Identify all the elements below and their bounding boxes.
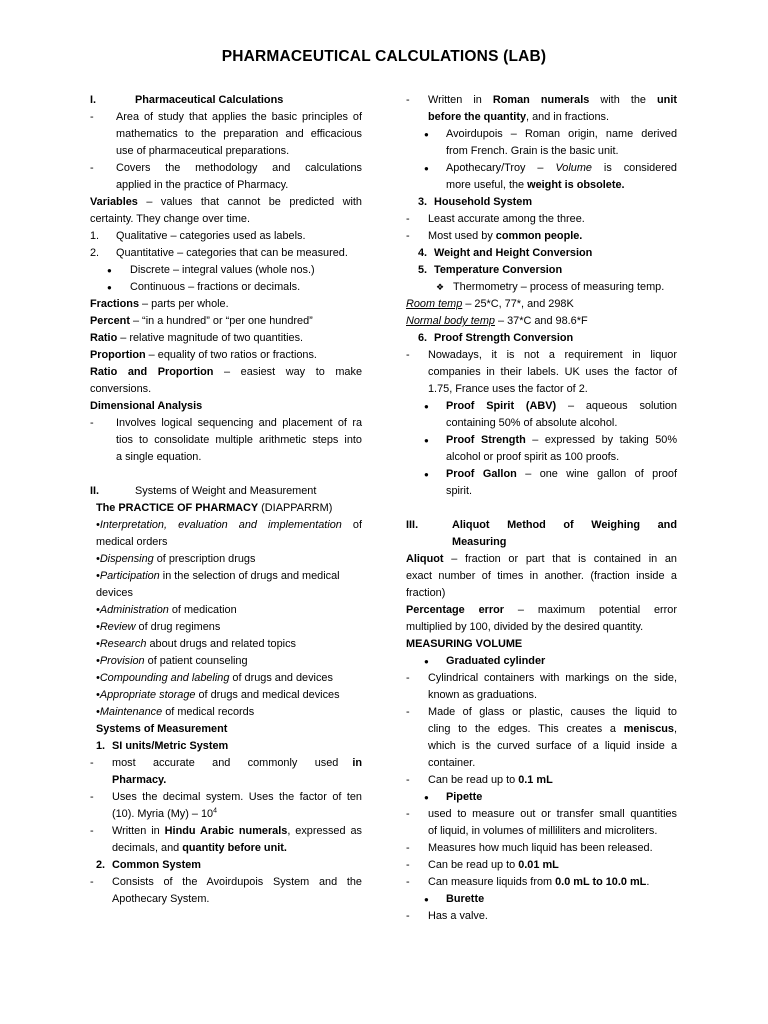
numbered-heading: 1. SI units/Metric System <box>96 740 229 752</box>
definition-line: Fractions – parts per whole. <box>90 298 229 310</box>
list-item: - Least accurate among the three. <box>428 211 677 228</box>
list-item: - Has a valve. <box>428 908 677 925</box>
list-item: •Review of drug regimens <box>96 621 221 633</box>
list-item: •Compounding and labeling of drugs and devices <box>96 672 333 684</box>
numbered-heading: 4. Weight and Height Conversion <box>418 247 593 259</box>
subheading: Dimensional Analysis <box>90 400 203 412</box>
definition-line: Percent – “in a hundred” or “per one hundred” <box>90 315 313 327</box>
bullet-icon: ● <box>107 266 112 275</box>
dash-marker: - <box>406 213 410 225</box>
bullet-heading: ● Burette <box>446 891 677 908</box>
bullet-icon: ● <box>424 164 429 173</box>
bullet-icon: ● <box>107 283 112 292</box>
section-heading-1 <box>90 92 362 109</box>
list-item: 2. Quantitative – categories that can be measured. <box>90 247 348 259</box>
dash-marker: - <box>406 349 410 361</box>
bullet-icon: ● <box>424 895 429 904</box>
bullet-icon: ● <box>424 470 429 479</box>
list-item: •Provision of patient counseling <box>96 655 248 667</box>
page-title: PHARMACEUTICAL CALCULATIONS (LAB) <box>221 48 547 65</box>
definition-line: Aliquot – fraction or part that is contained in an <box>406 553 677 565</box>
right-column: - Written in Roman numerals with the unit before the quantity, and in fractions. ● Avoirdupois – Roman origin, name derived from French. Grain is the basic unit. ● Apothecary/Troy – Volume is considered more useful, the weight is obsolete. 3. Household System - Least accurate among the three. - Most used by common people. 4. Weight and Height Conversion 5. Temperature Conversion ❖ Thermometry – process of measuring temp. Room temp – 25*C, 77*, and 298K Normal body temp – 37*C and 98.6*F 6. Proof Strength Conversion - Nowadays, it is not a requirement in liquor companies in their labels. UK uses the factor of 1.75, France uses the factor of 2. ● Proof Spirit (ABV) – aqueous solution containing 50% of absolute alcohol. ● Proof Strength – expressed by taking 50% alcohol or proof spirit as 100 proofs. ● Proof Gallon – one wine gallon of proof spirit. III. Aliquot Method of Weighing and Measuring Aliquot – fraction or part that is contained in an exact number of times in another. (fraction inside a fraction) Percentage error – maximum potential error multiplied by 100, divided by the desired quantity. MEASURING VOLUME ● Graduated cylinder - Cylindrical containers with markings on the side, known as graduations. - Made of glass or plastic, causes the liquid to cling to the edges. This creates a meniscus, which is the curved surface of a liquid inside a container. - Can be read up to 0.1 mL ● Pipette - used to measure out or transfer small quantities of liquid, in volumes of milliliters and microliters. - Measures how much liquid has been released. - Can be read up to 0.01 mL - Can measure liquids from 0.0 mL to 10.0 mL. ● Burette - Has a valve. <box>406 92 677 925</box>
list-item: - Made of glass or plastic, causes the liquid to cling to the edges. This creates a meniscus, which is the curved surface of a liquid inside a container. <box>406 706 677 769</box>
subheading: MEASURING VOLUME <box>406 638 523 650</box>
dash-marker: - <box>406 842 410 854</box>
subheading: Systems of Measurement <box>96 723 228 735</box>
bullet-icon: ● <box>424 130 429 139</box>
subheading: The PRACTICE OF PHARMACY (DIAPPARRM) <box>96 502 333 514</box>
list-item: - Involves logical sequencing and placement of ra tios to consolidate multiple arithmetic steps into a single equation. <box>90 417 362 463</box>
list-item: - Most used by common people. <box>428 228 677 245</box>
list-item: •Administration of medication <box>96 604 237 616</box>
list-item: ● Apothecary/Troy – Volume is considered more useful, the weight is obsolete. <box>424 162 677 191</box>
definition-line: Normal body temp – 37*C and 98.6*F <box>406 315 588 327</box>
definition-line: Variables – values that cannot be predicted with <box>90 196 362 208</box>
list-item: - Can measure liquids from 0.0 mL to 10.0 mL. <box>428 874 677 891</box>
list-item: ● Proof Gallon – one wine gallon of proof spirit. <box>424 468 677 497</box>
dash-marker: - <box>90 791 94 803</box>
list-item: - Consists of the Avoirdupois System and the Apothecary System. <box>90 876 362 905</box>
list-item: - Written in Roman numerals with the unit before the quantity, and in fractions. <box>406 94 677 123</box>
list-item: •Interpretation, evaluation and implementation of <box>96 519 362 531</box>
bullet-icon: ● <box>424 657 429 666</box>
list-item: - Cylindrical containers with markings on the side, known as graduations. <box>406 672 677 701</box>
list-item: •Maintenance of medical records <box>96 706 255 718</box>
bullet-icon: ● <box>424 436 429 445</box>
bullet-heading: ● Graduated cylinder <box>446 653 677 670</box>
list-item: ● Avoirdupois – Roman origin, name derived from French. Grain is the basic unit. <box>424 128 677 157</box>
dash-marker: - <box>90 417 94 429</box>
section-title: Pharmaceutical Calculations <box>135 94 284 106</box>
section-title: Systems of Weight and Measurement <box>135 485 317 497</box>
list-item: ● Proof Strength – expressed by taking 50% alcohol or proof spirit as 100 proofs. <box>424 434 678 463</box>
dash-marker: - <box>90 825 94 837</box>
definition-line: Proportion – equality of two ratios or fractions. <box>90 349 317 361</box>
section-heading-2 <box>90 483 362 500</box>
section-heading-3: III. Aliquot Method of Weighing and Measuring <box>406 519 677 548</box>
dash-marker: - <box>406 808 410 820</box>
list-item: ● Discrete – integral values (whole nos.) <box>130 262 362 279</box>
section-number: I. <box>90 94 97 106</box>
numbered-heading: 3. Household System <box>418 196 533 208</box>
dash-marker: - <box>406 230 410 242</box>
list-item: - most accurate and commonly used in Pharmacy. <box>90 757 362 786</box>
left-column: I. Pharmaceutical Calculations - Area of study that applies the basic principles of mathematics to the preparation and efficacious use of pharmaceutical preparations. - Covers the methodology and calculations applied in the practice of Pharmacy. Variables – values that cannot be predicted with certainty. They change over time. 1. Qualitative – categories used as labels. 2. Quantitative – categories that can be measured. ● Discrete – integral values (whole nos.) ● Continuous – fractions or decimals. Fractions – parts per whole. Percent – “in a hundred” or “per one hundred” Ratio – relative magnitude of two quantities. Proportion – equality of two ratios or fractions. Ratio and Proportion – easiest way to make conversions. Dimensional Analysis - Involves logical sequencing and placement of ra tios to consolidate multiple arithmetic steps into a single equation. II. Systems of Weight and Measurement The PRACTICE OF PHARMACY (DIAPPARRM) •Interpretation, evaluation and implementation of medical orders •Dispensing of prescription drugs •Participation in the selection of drugs and medical devices •Administration of medication •Review of drug regimens •Research about drugs and related topics •Provision of patient counseling •Compounding and labeling of drugs and devices •Appropriate storage of drugs and medical devices •Maintenance of medical records Systems of Measurement 1. SI units/Metric System - most accurate and commonly used in Pharmacy. - Uses the decimal system. Uses the factor of ten (10). Myria $(My) - 10^4$ - Written in Hindu Arabic numerals, expressed as decimals, and quantity before unit. 2. Common System - Consists of the Avoirdupois System and the Apothecary System. <box>90 92 362 908</box>
bullet-icon: ● <box>424 793 429 802</box>
list-item: •Research about drugs and related topics <box>96 638 296 650</box>
dash-marker: - <box>90 757 94 769</box>
list-item: - used to measure out or transfer small quantities of liquid, in volumes of milliliters and microliters. <box>406 808 677 837</box>
list-item: •Appropriate storage of drugs and medical devices <box>96 689 340 701</box>
dash-marker: - <box>406 706 410 718</box>
section-title: Aliquot Method of Weighing and <box>452 519 677 531</box>
dash-marker: - <box>90 162 94 174</box>
list-item: - Area of study that applies the basic principles of mathematics to the preparation and efficacious use of pharmaceutical preparations. <box>90 111 362 157</box>
dash-marker: - <box>406 876 410 888</box>
dash-marker: - <box>406 774 410 786</box>
list-item: ● Continuous – fractions or decimals. <box>130 279 362 296</box>
dash-marker: - <box>406 859 410 871</box>
dash-marker: - <box>406 910 410 922</box>
list-item: - Can be read up to 0.01 mL <box>428 857 677 874</box>
definition-line: Ratio – relative magnitude of two quantities. <box>90 332 304 344</box>
bullet-icon: ● <box>424 402 429 411</box>
list-item: - Written in Hindu Arabic numerals, expressed as decimals, and quantity before unit. <box>90 825 362 854</box>
definition-line: Ratio and Proportion – easiest way to make <box>90 366 362 378</box>
list-item: - Measures how much liquid has been released. <box>428 840 677 857</box>
dash-marker: - <box>90 876 94 888</box>
list-item: - Nowadays, it is not a requirement in liquor companies in their labels. UK uses the factor of 1.75, France uses the factor of 2. <box>406 349 677 395</box>
list-item: •Dispensing of prescription drugs <box>96 553 256 565</box>
section-number: III. <box>406 519 419 531</box>
list-item: 1. Qualitative – categories used as labels. <box>90 230 306 242</box>
list-item: ❖ Thermometry – process of measuring temp. <box>453 279 677 296</box>
list-item: - Uses the decimal system. Uses the factor of ten (10). Myria $(My) - 10^4$ <box>90 791 362 820</box>
dash-marker: - <box>90 111 94 123</box>
bullet-heading: ● Pipette <box>446 789 677 806</box>
numbered-heading: 2. Common System <box>96 859 201 871</box>
dash-marker: - <box>406 94 410 106</box>
numbered-heading: 6. Proof Strength Conversion <box>418 332 574 344</box>
list-item: - Can be read up to 0.1 mL <box>428 772 677 789</box>
definition-line: Percentage error – maximum potential error <box>406 604 677 616</box>
section-number: II. <box>90 485 100 497</box>
numbered-heading: 5. Temperature Conversion <box>418 264 563 276</box>
diamond-bullet-icon: ❖ <box>436 282 445 292</box>
list-item: - Covers the methodology and calculations applied in the practice of Pharmacy. <box>90 162 362 191</box>
list-item: ● Proof Spirit (ABV) – aqueous solution containing 50% of absolute alcohol. <box>424 400 677 429</box>
list-item: •Participation in the selection of drugs and medical <box>96 570 340 582</box>
dash-marker: - <box>406 672 410 684</box>
definition-line: Room temp – 25*C, 77*, and 298K <box>406 298 574 310</box>
